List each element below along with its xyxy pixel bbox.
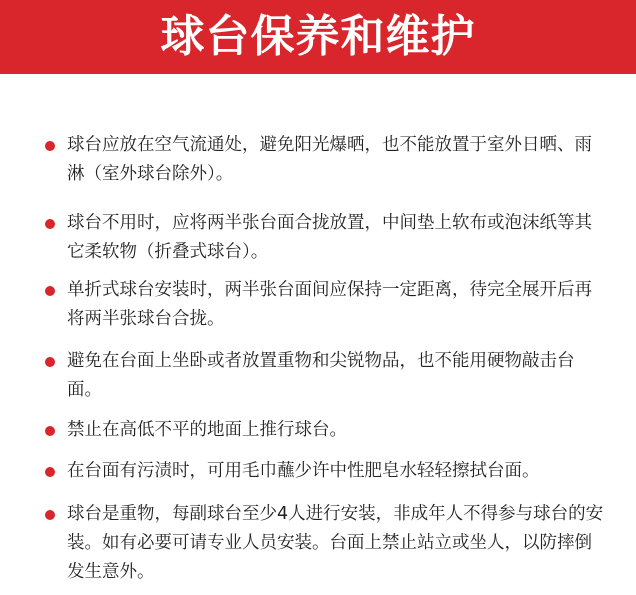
bullet-dot-icon <box>45 219 55 229</box>
tip-text: 单折式球台安装时，两半张台面间应保持一定距离，待完全展开后再将两半张球台合拢。 <box>67 280 592 329</box>
tip-text: 球台是重物，每副球台至少4人进行安装，非成年人不得参与球台的安装。如有必要可请专业人员安装。台面上禁止站立或坐人，以防摔倒发生意外。 <box>67 504 604 582</box>
bullet-dot-icon <box>45 357 55 367</box>
tip-text: 避免在台面上坐卧或者放置重物和尖锐物品，也不能用硬物敲击台面。 <box>67 351 575 400</box>
bullet-dot-icon <box>45 286 55 296</box>
page-title: 球台保养和维护 <box>160 11 476 62</box>
bullet-dot-icon <box>45 426 55 436</box>
bullet-dot-icon <box>45 141 55 151</box>
bullet-dot-icon <box>45 510 55 520</box>
header-banner <box>0 0 636 74</box>
tip-text: 球台应放在空气流通处，避免阳光爆晒，也不能放置于室外日晒、雨淋（室外球台除外）。 <box>67 135 592 184</box>
tip-text: 球台不用时，应将两半张台面合拢放置，中间垫上软布或泡沫纸等其它柔软物（折叠式球台）。 <box>67 213 592 262</box>
bullet-dot-icon <box>45 467 55 477</box>
tip-text: 禁止在高低不平的地面上推行球台。 <box>67 420 347 440</box>
tip-text: 在台面有污渍时，可用毛巾蘸少许中性肥皂水轻轻擦拭台面。 <box>67 461 540 481</box>
